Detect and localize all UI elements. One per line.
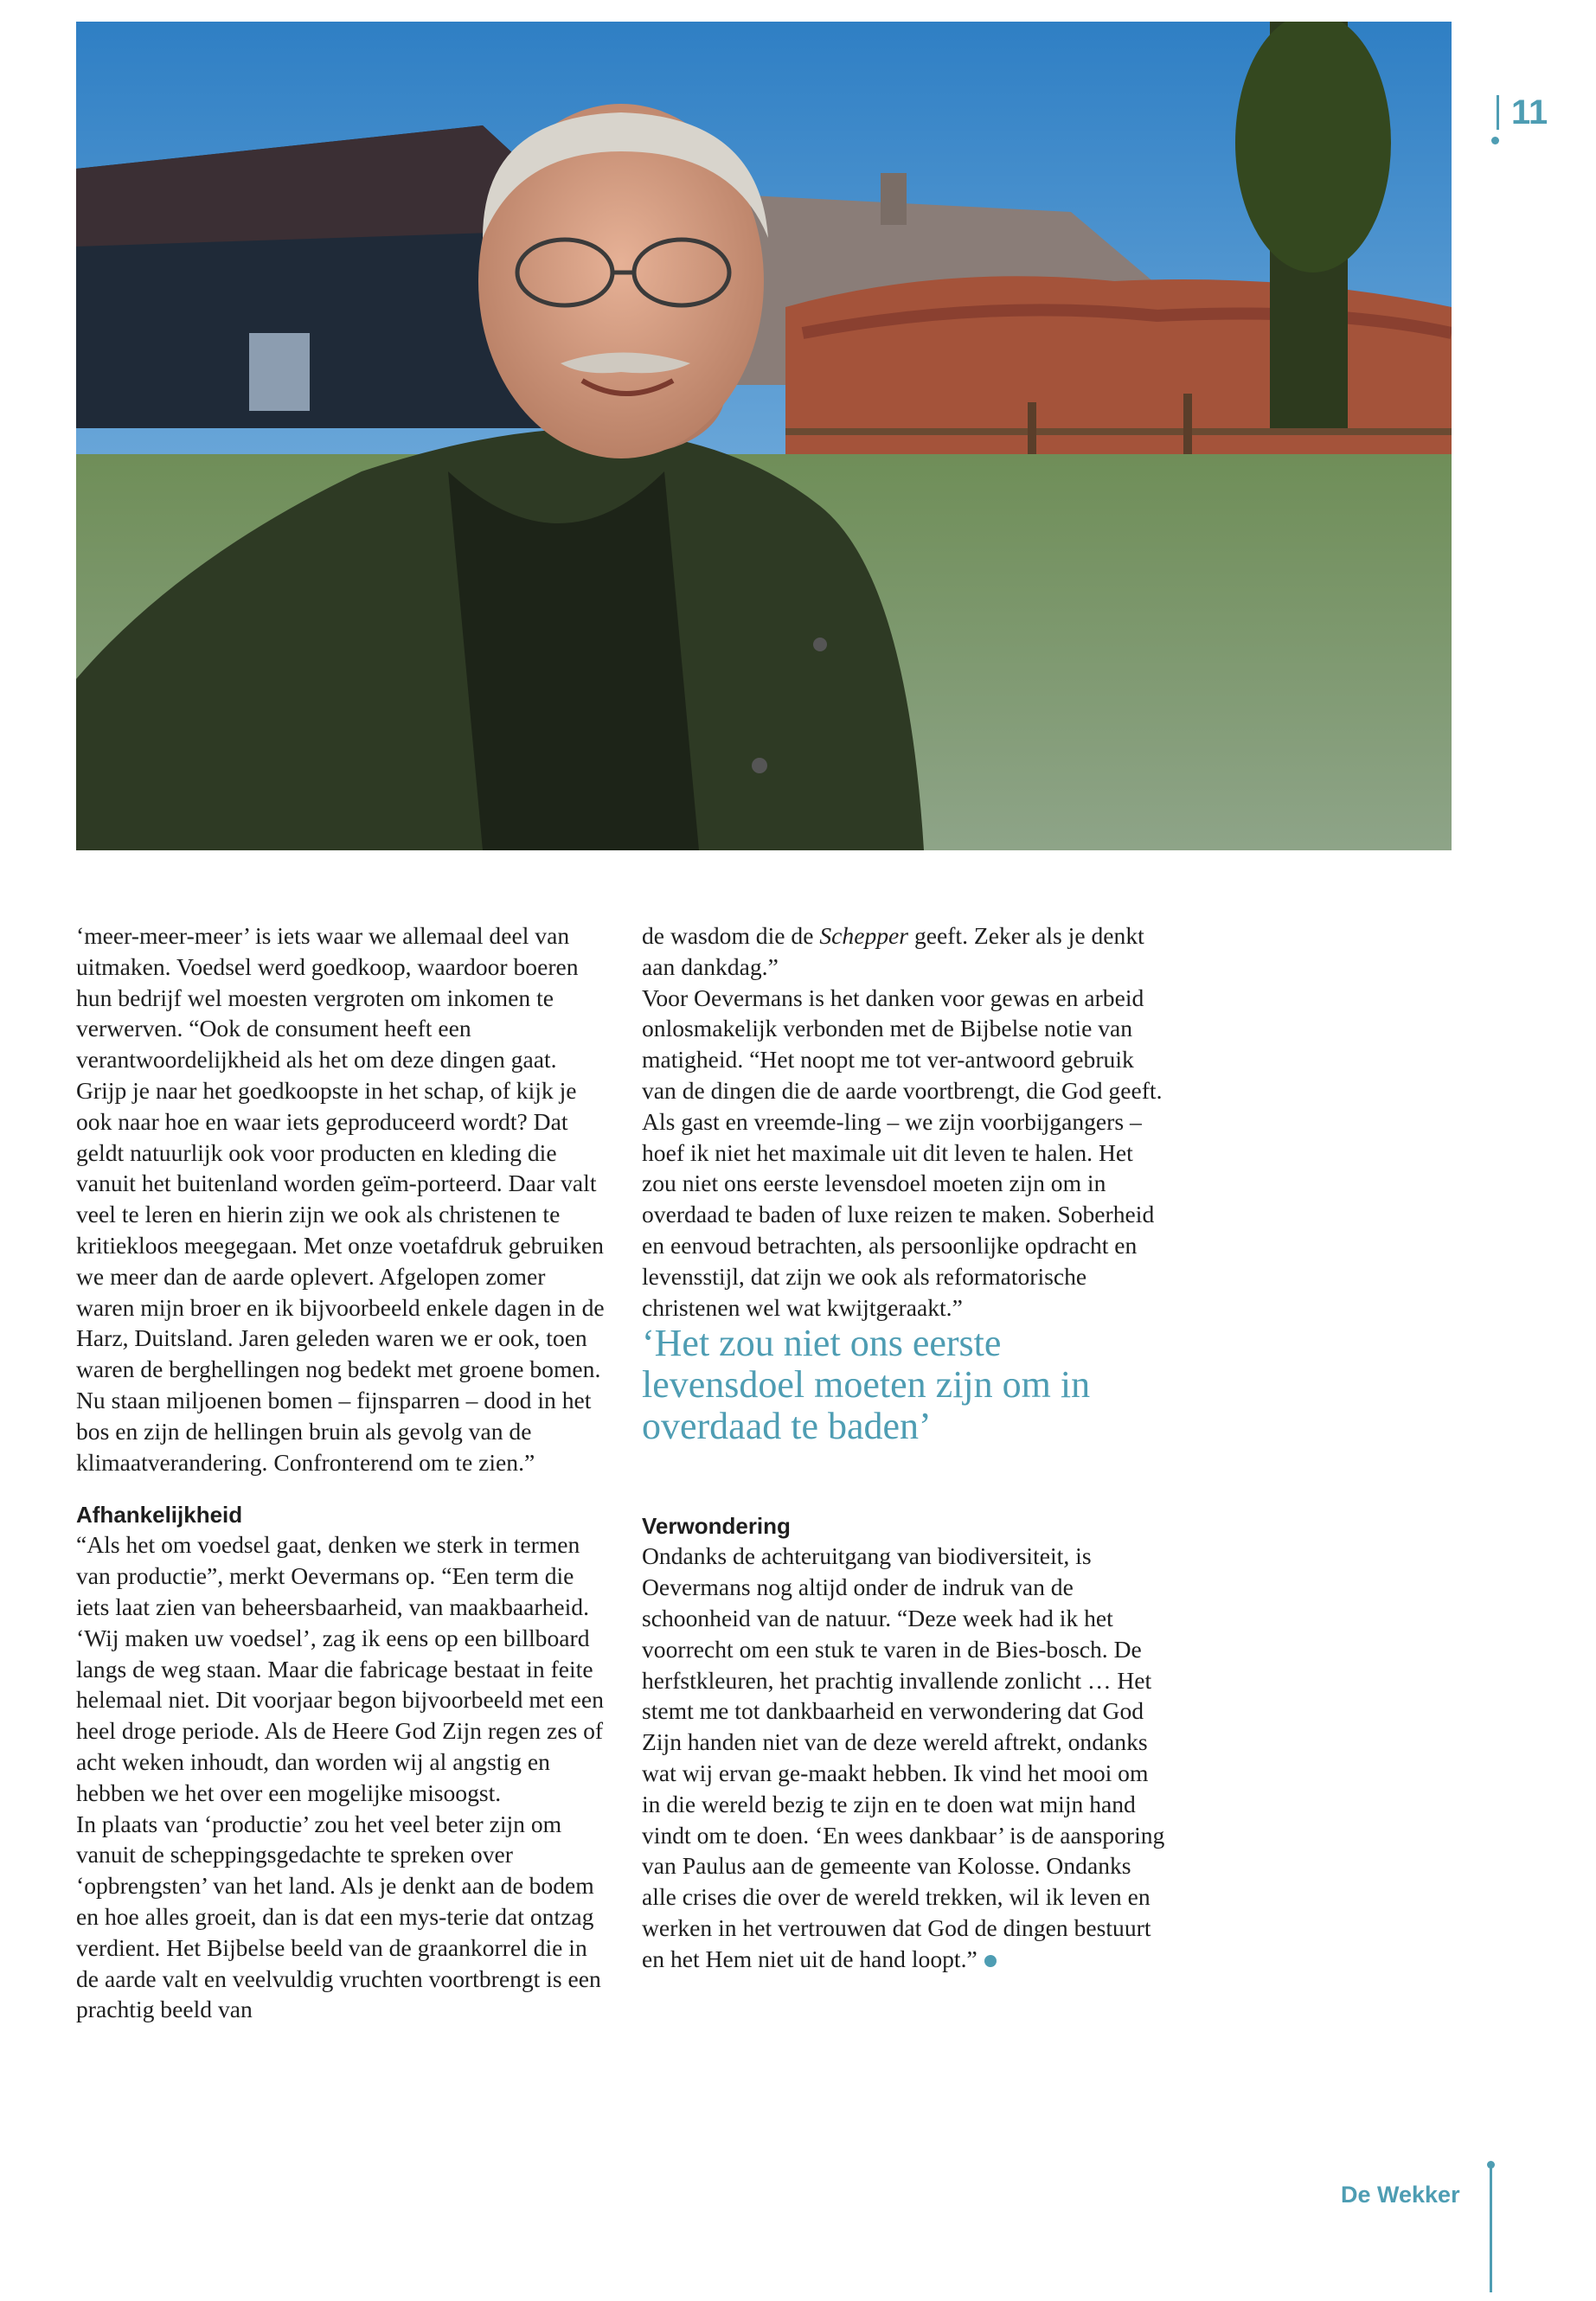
page-number: 11 <box>1497 95 1548 130</box>
pull-quote: ‘Het zou niet ons eerste levensdoel moeten zijn om in overdaad te baden’ <box>642 1322 1091 1448</box>
publication-name: De Wekker <box>1341 2182 1460 2208</box>
subheading-afhankelijkheid: Afhankelijkheid <box>76 1502 243 1529</box>
article-left-column <box>76 920 606 2025</box>
footer-rule <box>1490 2164 1492 2292</box>
body-paragraph: ‘meer-meer-meer’ is iets waar we allemaal deel van uitmaken. Voedsel werd goedkoop, waardoor boeren hun bedrijf wel moesten vergroten om inkomen te verwerven. “Ook de consument heeft een verantwoordelijkheid als het om deze dingen gaat. Grijp je naar het goedkoopste in het schap, of kijk je ook naar hoe en waar iets geproduceerd wordt? Dat geldt natuurlijk ook voor producten en kleding die vanuit het buitenland worden geïm-porteerd. Daar valt veel te leren en hierin zijn we ook als christenen te kritiekloos meegegaan. Met onze voetafdruk gebruiken we meer dan de aarde oplevert. Afgelopen zomer waren mijn broer en ik bijvoorbeeld enkele dagen in de Harz, Duitsland. Jaren geleden waren we er ook, toen waren de berghellingen nog bedekt met groene bomen. Nu staan miljoenen bomen – fijnsparren – dood in het bos en zijn de hellingen bruin als gevolg van de klimaatverandering. Confronterend om te zien.” <box>76 922 605 1476</box>
body-paragraph: In plaats van ‘productie’ zou het veel beter zijn om vanuit de scheppingsgedachte te spreken over ‘opbrengsten’ van het land. Als je denkt aan de bodem en hoe alles groeit, dan is dat een mys-terie dat ontzag verdient. Het Bijbelse beeld van de graankorrel die in de aarde valt en veelvuldig vruchten voortbrengt is een prachtig beeld van <box>76 1810 601 2023</box>
subheading-verwondering: Verwondering <box>642 1513 791 1540</box>
body-text: de wasdom die de <box>642 922 820 949</box>
article-right-column <box>642 920 1171 1975</box>
body-paragraph: “Als het om voedsel gaat, denken we sterk in termen van productie”, merkt Oevermans op. “Een term die iets laat zien van beheersbaarheid, van maakbaarheid. ‘Wij maken uw voedsel’, zag ik eens op een billboard langs de weg staan. Maar die fabricage bestaat in feite helemaal niet. Dit voorjaar begon bijvoorbeeld met een heel droge periode. Als de Heere God Zijn regen zes of acht weken inhoudt, dan worden wij al angstig en hebben we het over een mogelijke misoogst. <box>76 1531 604 1806</box>
body-text-italic: Schepper <box>819 922 909 949</box>
body-paragraph: Voor Oevermans is het danken voor gewas en arbeid onlosmakelijk verbonden met de Bijbelse notie van matigheid. “Het noopt me tot ver-antwoord gebruik van de dingen die de aarde voortbrengt, die God geeft. Als gast en vreemde-ling – we zijn voorbijgangers – hoef ik niet het maximale uit dit leven te halen. Het zou niet ons eerste levensdoel moeten zijn om in overdaad te baden of luxe reizen te maken. Soberheid en eenvoud betrachten, als persoonlijke opdracht en levensstijl, dat zijn we ook als reformatorische christenen wel wat kwijtgeraakt.” <box>642 984 1163 1321</box>
body-paragraph <box>642 920 1171 983</box>
portrait-photo-illustration <box>76 22 1452 850</box>
body-paragraph-final <box>642 1541 1171 1974</box>
body-text: geeft. Zeker als je denkt aan dankdag.” <box>642 922 1144 980</box>
page-number-dot <box>1491 137 1499 144</box>
end-mark-dot <box>984 1955 997 1967</box>
portrait-photo <box>76 22 1452 850</box>
body-text: Ondanks de achteruitgang van biodiversiteit, is Oevermans nog altijd onder de indruk van de schoonheid van de natuur. “Deze week had ik het voorrecht om een stuk te varen in de Bies-bosch. De herfstkleuren, het prachtig invallende zonlicht … Het stemt me tot dankbaarheid en verwondering dat God Zijn handen niet van de deze wereld aftrekt, ondanks wat wij ervan ge-maakt hebben. Ik vind het mooi om in die wereld bezig te zijn en te doen wat mijn hand vindt om te doen. ‘En wees dankbaar’ is de aansporing van Paulus aan de gemeente van Kolosse. Ondanks alle crises die over de wereld trekken, wil ik leven en werken in het vertrouwen dat God de dingen bestuurt en het Hem niet uit de hand loopt.” <box>642 1542 1165 1972</box>
